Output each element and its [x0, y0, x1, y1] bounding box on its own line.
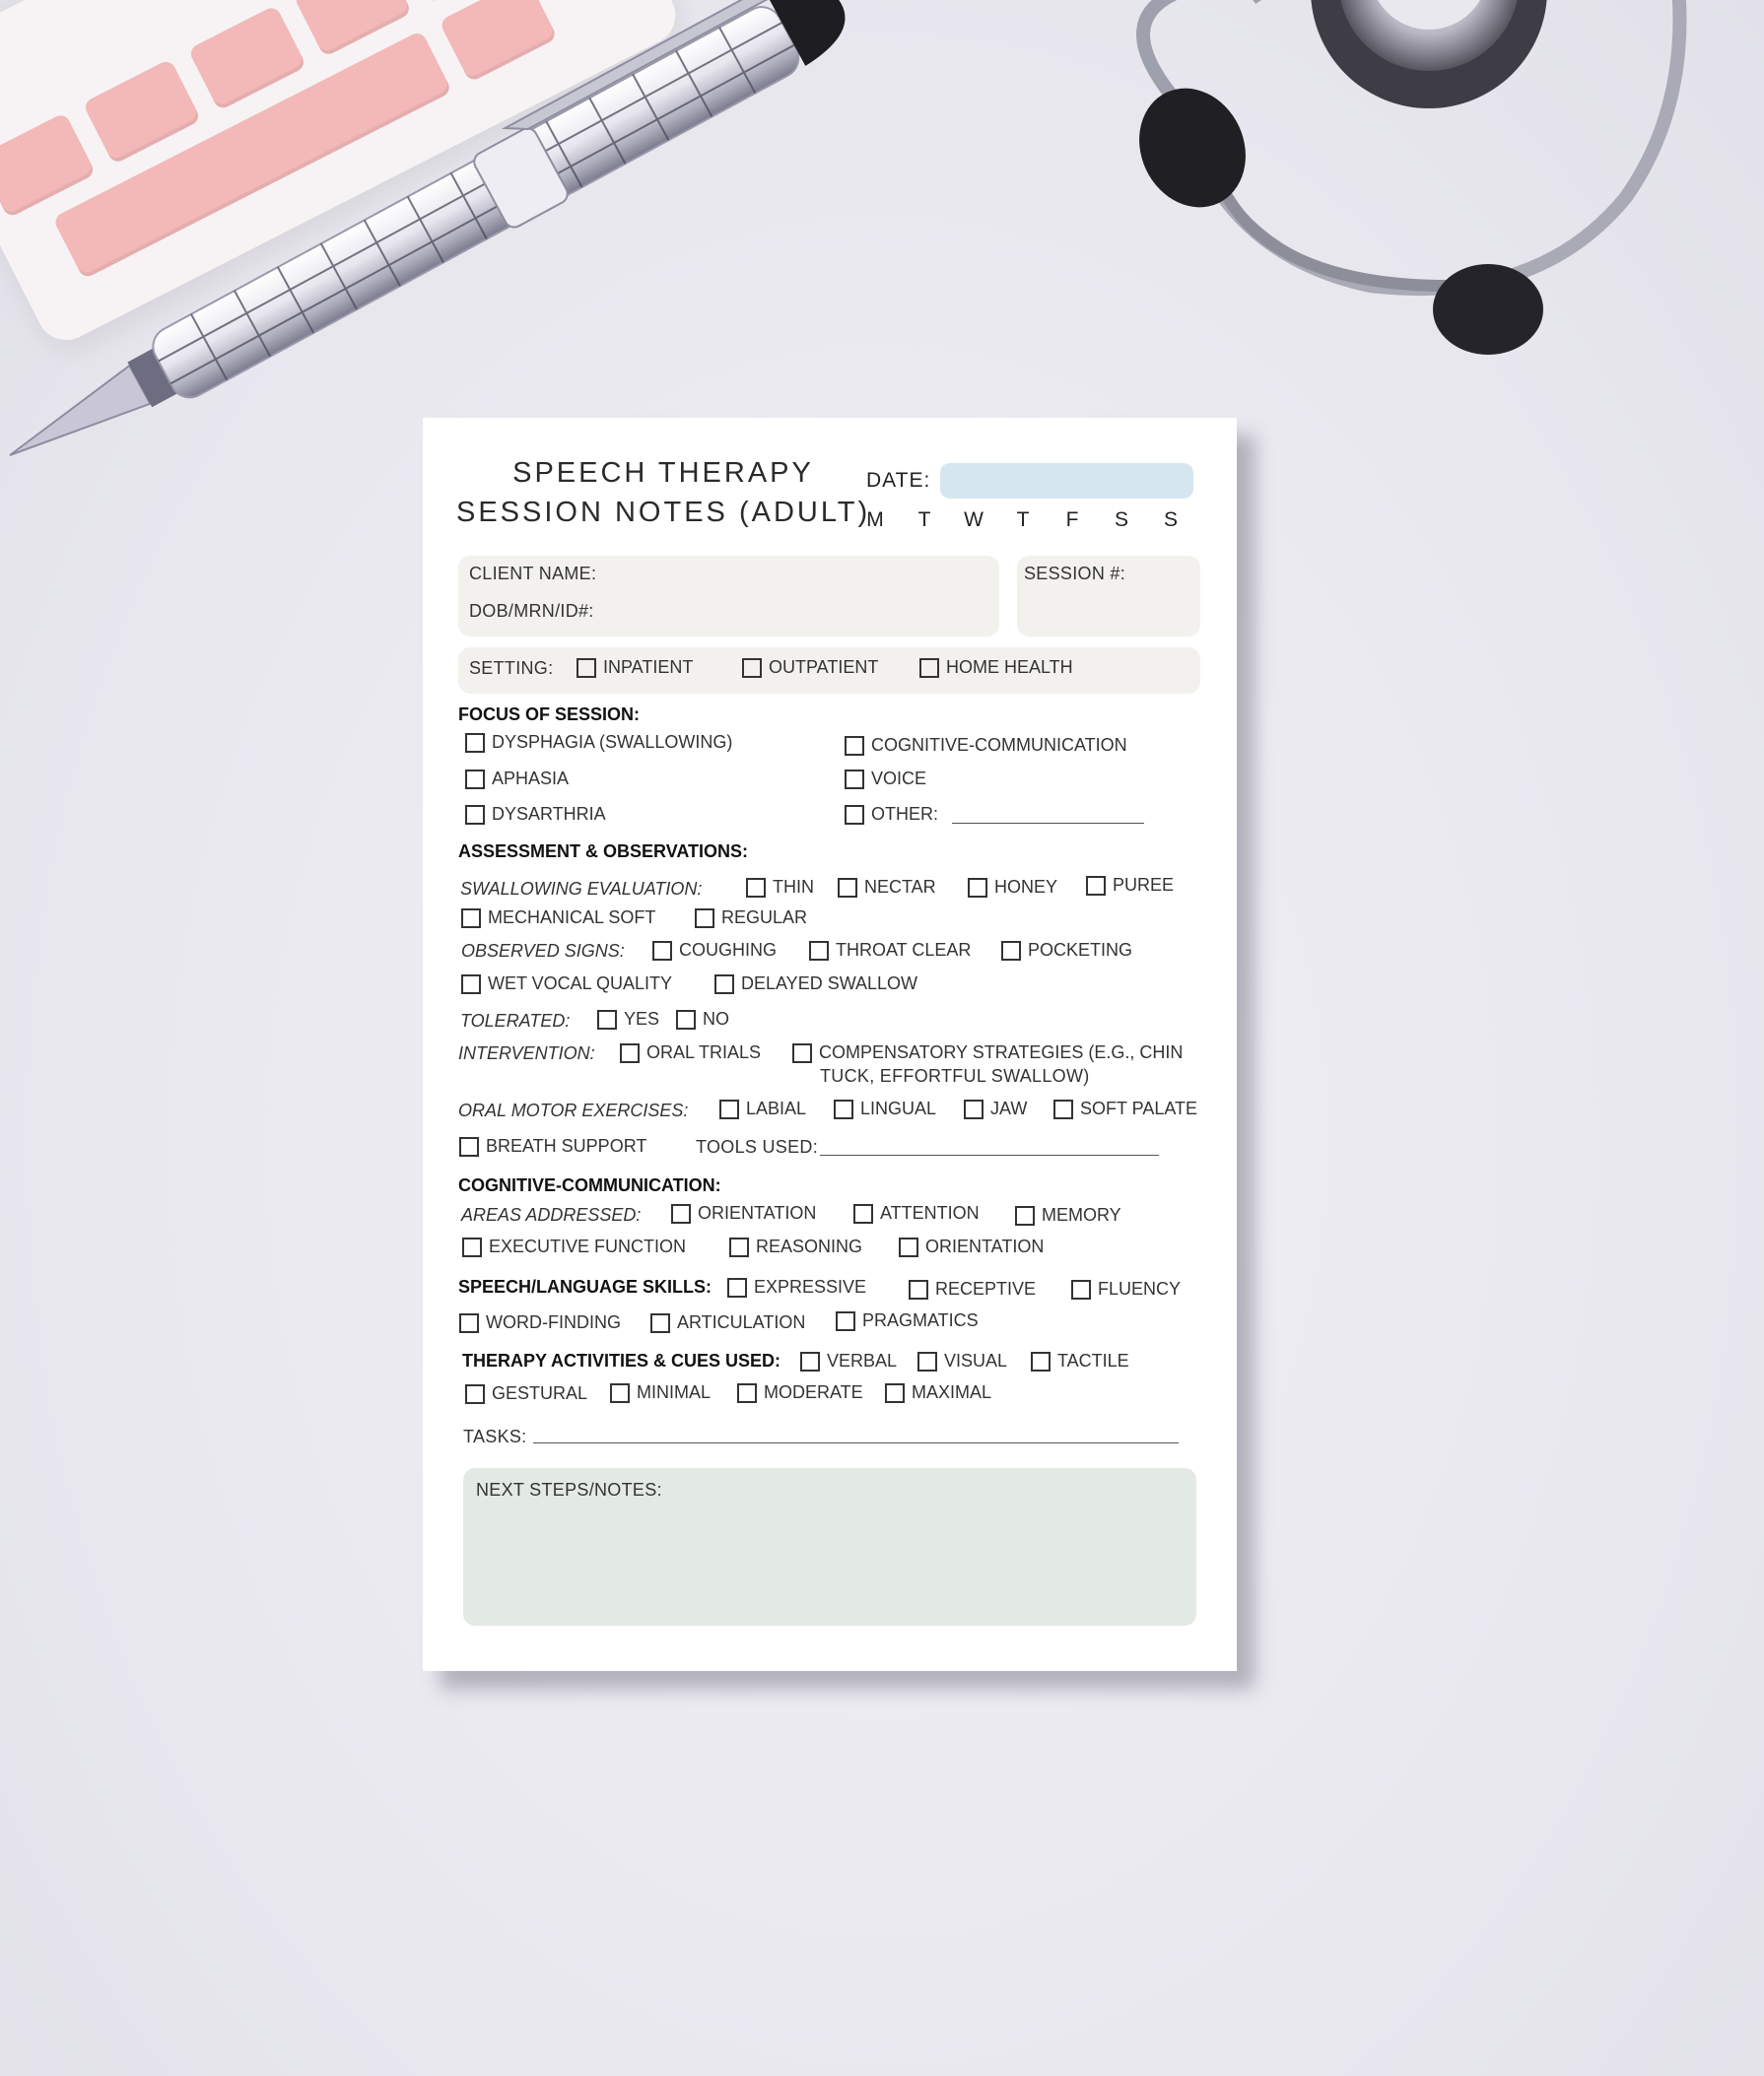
- checkbox-icon[interactable]: [1031, 1352, 1051, 1372]
- checkbox-icon[interactable]: [729, 1238, 749, 1257]
- checkbox-icon[interactable]: [727, 1278, 747, 1298]
- cue-moderate[interactable]: MODERATE: [737, 1382, 863, 1403]
- swallow-nectar[interactable]: NECTAR: [838, 877, 936, 898]
- day-friday[interactable]: F: [1065, 508, 1079, 531]
- cue-tactile[interactable]: TACTILE: [1031, 1351, 1129, 1372]
- oral-motor-breath-support[interactable]: BREATH SUPPORT: [459, 1136, 646, 1157]
- session-number-label: SESSION #:: [1024, 564, 1126, 583]
- checkbox-icon[interactable]: [695, 908, 714, 928]
- therapy-heading: THERAPY ACTIVITIES & CUES USED:: [462, 1351, 781, 1371]
- focus-heading: FOCUS OF SESSION:: [458, 704, 641, 724]
- focus-other[interactable]: OTHER:: [845, 804, 938, 825]
- speech-heading: SPEECH/LANGUAGE SKILLS:: [458, 1277, 712, 1297]
- area-orientation-2[interactable]: ORIENTATION: [899, 1237, 1044, 1257]
- checkbox-icon[interactable]: [853, 1204, 873, 1224]
- area-memory[interactable]: MEMORY: [1015, 1205, 1121, 1226]
- areas-label: AREAS ADDRESSED:: [461, 1205, 642, 1225]
- tools-used-label: TOOLS USED:: [696, 1137, 819, 1157]
- tasks-label: TASKS:: [463, 1427, 527, 1446]
- date-field[interactable]: [940, 463, 1193, 499]
- tolerated-label: TOLERATED:: [460, 1011, 571, 1031]
- tools-used-line[interactable]: [820, 1155, 1159, 1156]
- speech-expressive[interactable]: EXPRESSIVE: [727, 1277, 866, 1298]
- checkbox-icon[interactable]: [461, 974, 481, 994]
- speech-articulation[interactable]: ARTICULATION: [650, 1312, 805, 1333]
- checkbox-icon[interactable]: [676, 1010, 696, 1030]
- checkbox-icon[interactable]: [1086, 876, 1106, 896]
- checkbox-icon[interactable]: [809, 941, 829, 961]
- checkbox-icon[interactable]: [885, 1383, 905, 1403]
- other-line[interactable]: [952, 823, 1144, 824]
- observed-delayed-swallow[interactable]: DELAYED SWALLOW: [714, 973, 917, 994]
- checkbox-icon[interactable]: [792, 1043, 812, 1063]
- checkbox-icon[interactable]: [459, 1313, 479, 1333]
- intervention-compensatory[interactable]: COMPENSATORY STRATEGIES (E.G., CHIN: [792, 1042, 1183, 1063]
- date-label: DATE:: [866, 469, 931, 492]
- speech-word-finding[interactable]: WORD-FINDING: [459, 1312, 621, 1333]
- checkbox-icon[interactable]: [465, 733, 485, 753]
- setting-home-health[interactable]: HOME HEALTH: [919, 657, 1073, 678]
- checkbox-icon[interactable]: [597, 1010, 617, 1030]
- speech-fluency[interactable]: FLUENCY: [1071, 1279, 1181, 1300]
- checkbox-icon[interactable]: [899, 1238, 918, 1257]
- setting-outpatient[interactable]: OUTPATIENT: [742, 657, 878, 678]
- tolerated-yes[interactable]: YES: [597, 1009, 659, 1030]
- checkbox-icon[interactable]: [577, 658, 596, 678]
- cognitive-heading: COGNITIVE-COMMUNICATION:: [458, 1175, 721, 1195]
- cue-visual[interactable]: VISUAL: [917, 1351, 1007, 1372]
- intervention-oral-trials[interactable]: ORAL TRIALS: [620, 1042, 761, 1063]
- intervention-label: INTERVENTION:: [458, 1043, 595, 1063]
- observed-throat-clear[interactable]: THROAT CLEAR: [809, 940, 971, 961]
- observed-label: OBSERVED SIGNS:: [461, 941, 625, 961]
- form-title-line1: SPEECH THERAPY: [512, 457, 814, 489]
- checkbox-icon[interactable]: [719, 1100, 739, 1119]
- next-steps-label: NEXT STEPS/NOTES:: [476, 1480, 662, 1500]
- area-reasoning[interactable]: REASONING: [729, 1237, 862, 1257]
- checkbox-icon[interactable]: [462, 1238, 482, 1257]
- oral-motor-label: ORAL MOTOR EXERCISES:: [458, 1101, 689, 1120]
- swallow-mechanical-soft[interactable]: MECHANICAL SOFT: [461, 907, 655, 928]
- checkbox-icon[interactable]: [909, 1280, 928, 1300]
- day-tuesday[interactable]: T: [917, 508, 931, 531]
- checkbox-icon[interactable]: [919, 658, 939, 678]
- checkbox-icon[interactable]: [968, 878, 987, 898]
- oral-motor-jaw[interactable]: JAW: [964, 1099, 1027, 1119]
- focus-dysarthria[interactable]: DYSARTHRIA: [465, 804, 606, 825]
- checkbox-icon[interactable]: [1001, 941, 1021, 961]
- oral-motor-lingual[interactable]: LINGUAL: [834, 1099, 936, 1119]
- day-thursday[interactable]: T: [1016, 508, 1030, 531]
- checkbox-icon[interactable]: [650, 1313, 670, 1333]
- checkbox-icon[interactable]: [714, 974, 734, 994]
- observed-coughing[interactable]: COUGHING: [652, 940, 777, 961]
- checkbox-icon[interactable]: [800, 1352, 820, 1372]
- day-wednesday[interactable]: W: [964, 508, 984, 531]
- checkbox-icon[interactable]: [1071, 1280, 1091, 1300]
- day-saturday[interactable]: S: [1114, 508, 1128, 531]
- observed-wet-vocal[interactable]: WET VOCAL QUALITY: [461, 973, 672, 994]
- setting-label: SETTING:: [469, 658, 554, 678]
- day-sunday[interactable]: S: [1163, 508, 1178, 531]
- area-attention[interactable]: ATTENTION: [853, 1203, 980, 1224]
- swallow-honey[interactable]: HONEY: [968, 877, 1057, 898]
- checkbox-icon[interactable]: [746, 878, 766, 898]
- day-monday[interactable]: M: [866, 508, 884, 531]
- speech-pragmatics[interactable]: PRAGMATICS: [836, 1310, 979, 1331]
- area-executive-function[interactable]: EXECUTIVE FUNCTION: [462, 1237, 686, 1257]
- swallow-puree[interactable]: PUREE: [1086, 875, 1174, 896]
- checkbox-icon[interactable]: [742, 658, 762, 678]
- speech-receptive[interactable]: RECEPTIVE: [909, 1279, 1036, 1300]
- swallow-thin[interactable]: THIN: [746, 877, 814, 898]
- cue-maximal[interactable]: MAXIMAL: [885, 1382, 991, 1403]
- checkbox-icon[interactable]: [620, 1043, 640, 1063]
- checkbox-icon[interactable]: [737, 1383, 757, 1403]
- checkbox-icon[interactable]: [845, 770, 864, 789]
- checkbox-icon[interactable]: [834, 1100, 853, 1119]
- checkbox-icon[interactable]: [671, 1204, 691, 1224]
- cue-verbal[interactable]: VERBAL: [800, 1351, 897, 1372]
- checkbox-icon[interactable]: [465, 805, 485, 825]
- checkbox-icon[interactable]: [459, 1137, 479, 1157]
- focus-dysphagia[interactable]: DYSPHAGIA (SWALLOWING): [465, 732, 732, 753]
- oral-motor-soft-palate[interactable]: SOFT PALATE: [1053, 1099, 1197, 1119]
- oral-motor-labial[interactable]: LABIAL: [719, 1099, 806, 1119]
- area-orientation[interactable]: ORIENTATION: [671, 1203, 816, 1224]
- swallow-regular[interactable]: REGULAR: [695, 907, 807, 928]
- checkbox-icon[interactable]: [838, 878, 857, 898]
- session-notes-sheet: [423, 418, 1237, 1671]
- checkbox-icon[interactable]: [465, 1384, 485, 1404]
- swallowing-label: SWALLOWING EVALUATION:: [460, 879, 703, 899]
- focus-voice[interactable]: VOICE: [845, 769, 926, 789]
- checkbox-icon[interactable]: [465, 770, 485, 789]
- checkbox-icon[interactable]: [964, 1100, 984, 1119]
- cue-minimal[interactable]: MINIMAL: [610, 1382, 711, 1403]
- checkbox-icon[interactable]: [461, 908, 481, 928]
- focus-cognitive[interactable]: COGNITIVE-COMMUNICATION: [845, 735, 1127, 756]
- checkbox-icon[interactable]: [845, 736, 864, 756]
- cue-gestural[interactable]: GESTURAL: [465, 1383, 587, 1404]
- dob-label: DOB/MRN/ID#:: [469, 601, 594, 621]
- tolerated-no[interactable]: NO: [676, 1009, 729, 1030]
- checkbox-icon[interactable]: [917, 1352, 937, 1372]
- client-name-label: CLIENT NAME:: [469, 564, 597, 583]
- observed-pocketing[interactable]: POCKETING: [1001, 940, 1132, 961]
- intervention-compensatory-cont: TUCK, EFFORTFUL SWALLOW): [820, 1066, 1090, 1086]
- setting-inpatient[interactable]: INPATIENT: [577, 657, 693, 678]
- checkbox-icon[interactable]: [836, 1311, 855, 1331]
- checkbox-icon[interactable]: [1053, 1100, 1073, 1119]
- checkbox-icon[interactable]: [845, 805, 864, 825]
- assessment-heading: ASSESSMENT & OBSERVATIONS:: [458, 841, 749, 861]
- focus-aphasia[interactable]: APHASIA: [465, 769, 569, 789]
- checkbox-icon[interactable]: [610, 1383, 630, 1403]
- checkbox-icon[interactable]: [652, 941, 672, 961]
- checkbox-icon[interactable]: [1015, 1206, 1035, 1226]
- tasks-line[interactable]: [533, 1442, 1179, 1443]
- stethoscope-image: [1074, 0, 1764, 414]
- form-title-line2: SESSION NOTES (ADULT): [456, 497, 871, 528]
